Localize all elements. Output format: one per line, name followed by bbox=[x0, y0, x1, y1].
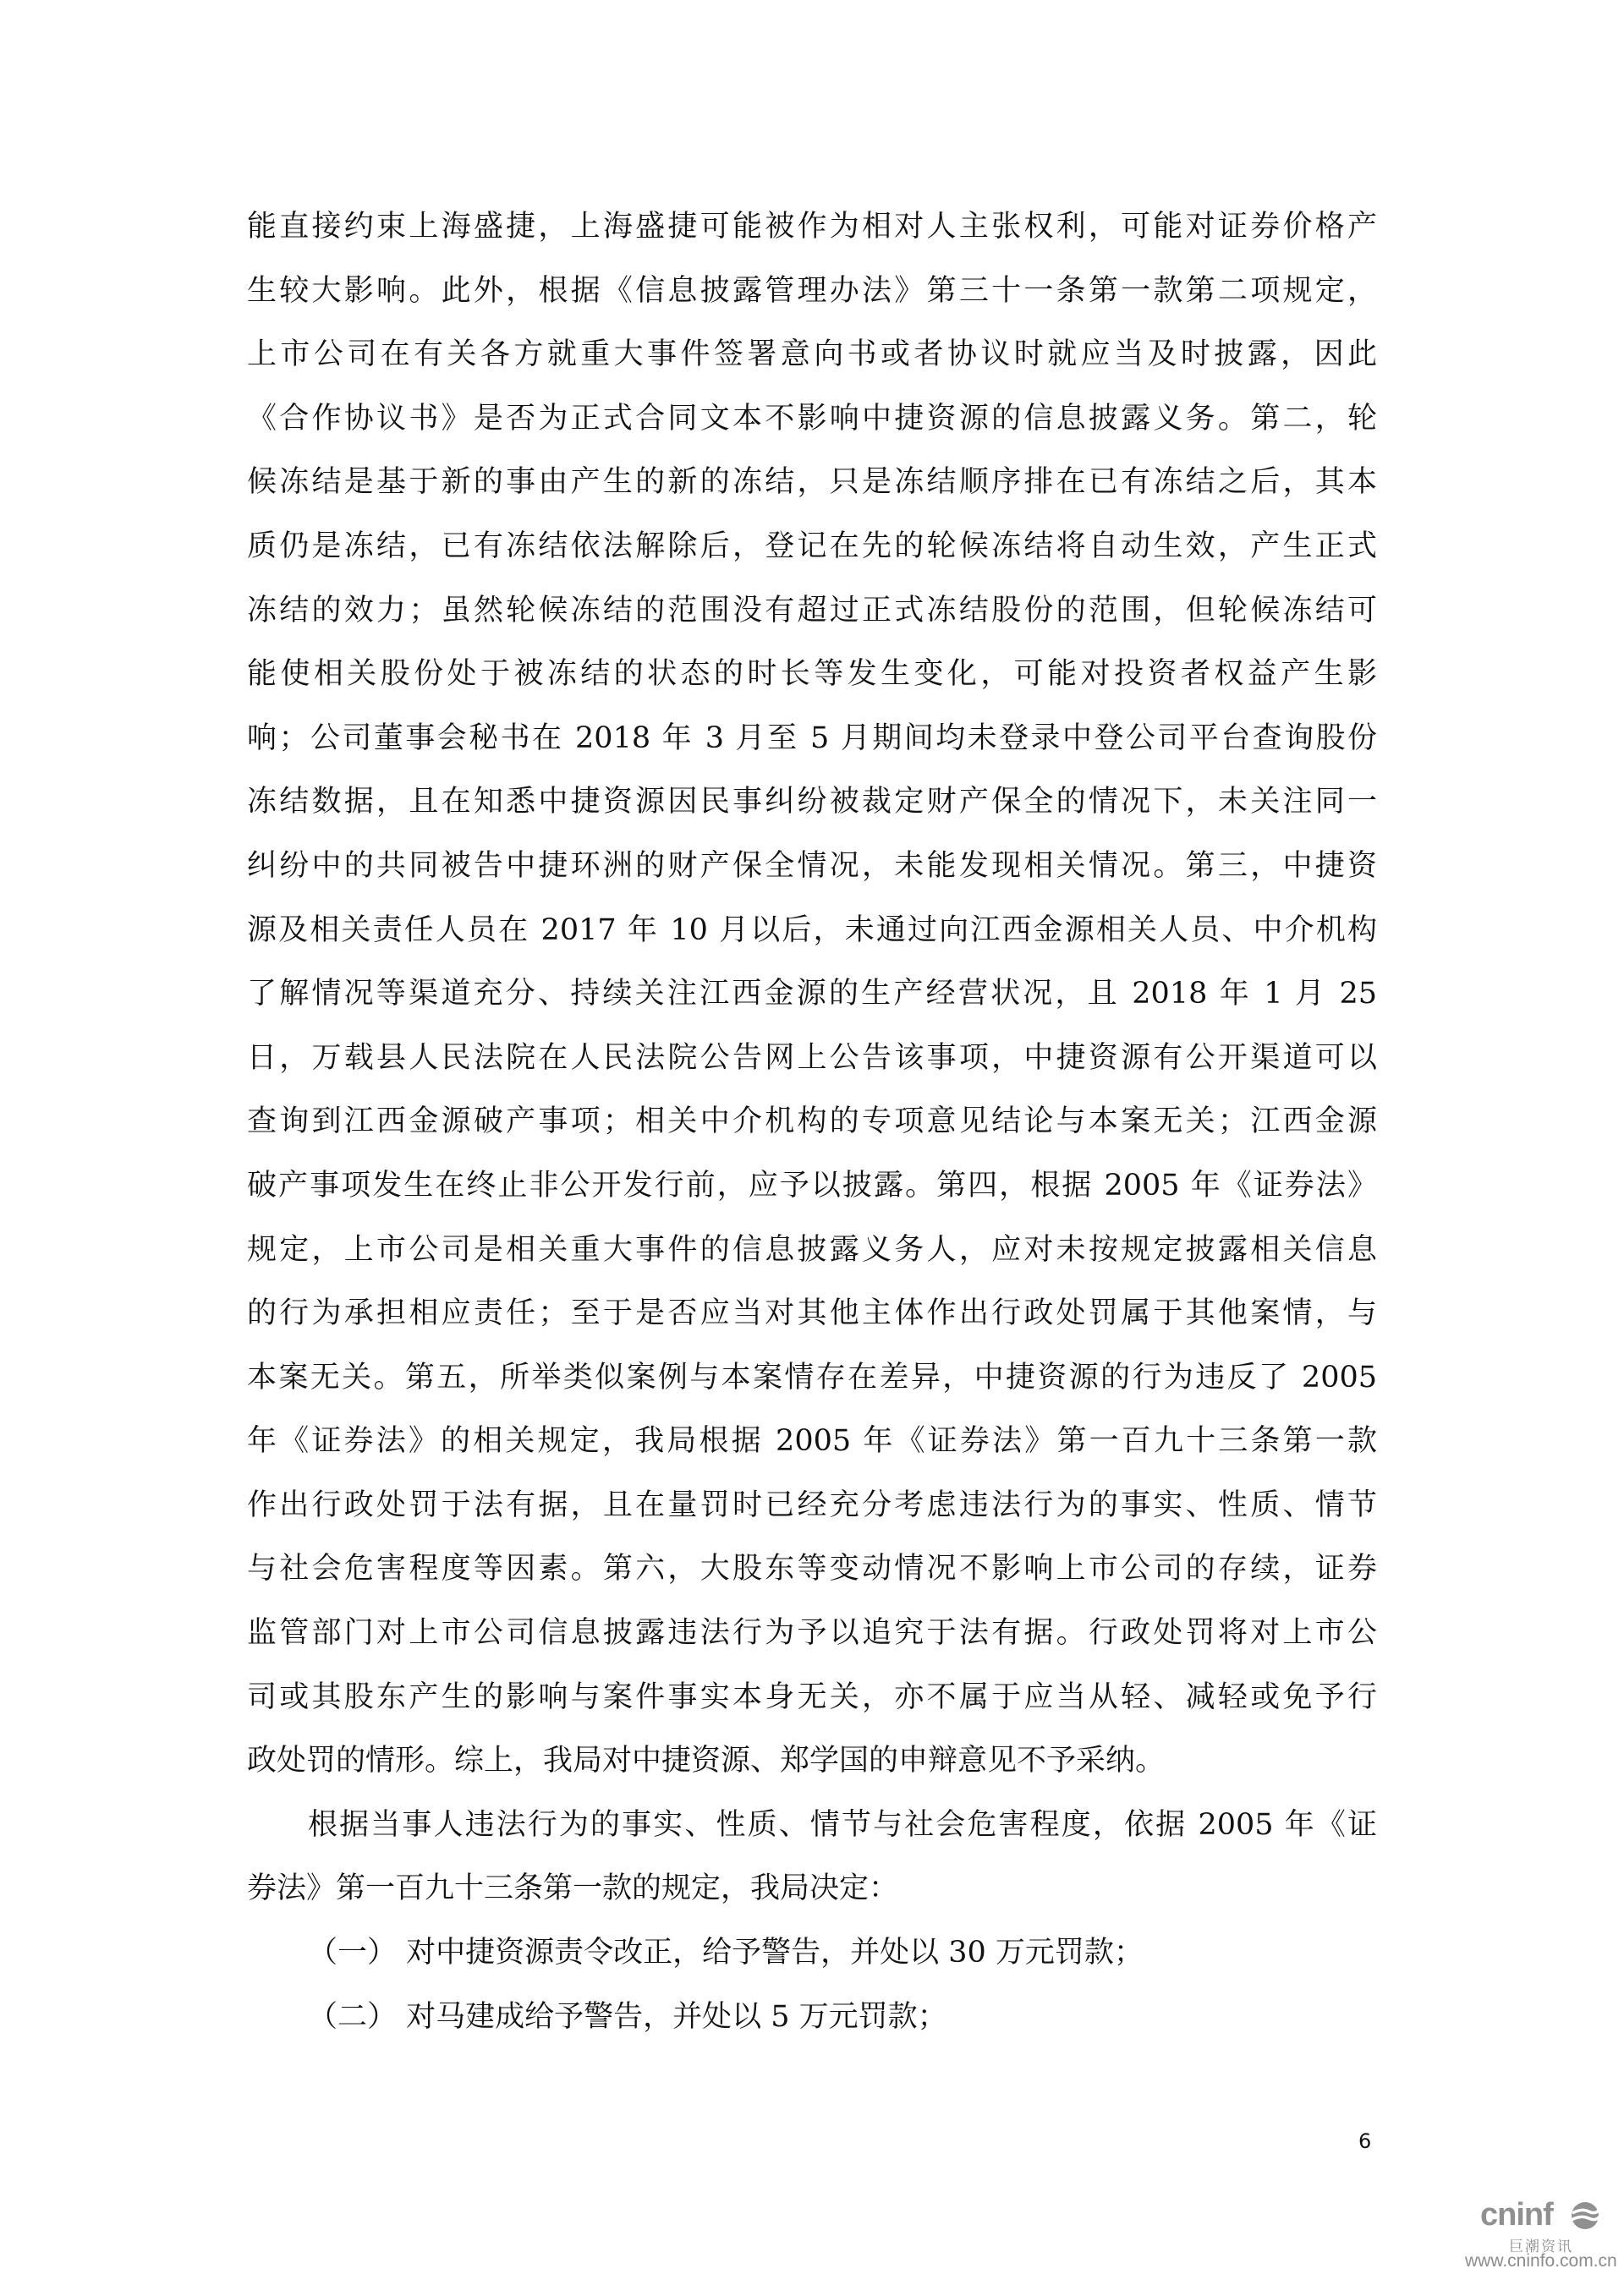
text-line: 生较大影响。此外，根据《信息披露管理办法》第三十一条第一款第二项规定， bbox=[247, 273, 1377, 308]
paragraph-decision-basis bbox=[247, 1808, 1377, 1936]
page-number: 6 bbox=[1358, 2129, 1372, 2153]
text-line: 监管部门对上市公司信息披露违法行为予以追究于法有据。行政处罚将对上市公 bbox=[247, 1616, 1377, 1651]
logo-url: www.cninfo.com.cn bbox=[1465, 2251, 1617, 2271]
cninfo-swirl-icon bbox=[1570, 2200, 1600, 2231]
text-line: 券法》第一百九十三条第一款的规定，我局决定： bbox=[247, 1871, 899, 1906]
text-line: 作出行政处罚于法有据，且在量罚时已经充分考虑违法行为的事实、性质、情节 bbox=[247, 1488, 1377, 1522]
text-line: 本案无关。第五，所举类似案例与本案情存在差异，中捷资源的行为违反了 2005 bbox=[247, 1360, 1377, 1395]
text-line: 上市公司在有关各方就重大事件签署意向书或者协议时就应当及时披露，因此 bbox=[247, 337, 1377, 372]
text-line: 纠纷中的共同被告中捷环洲的财产保全情况，未能发现相关情况。第三，中捷资 bbox=[247, 848, 1377, 883]
text-line: 《合作协议书》是否为正式合同文本不影响中捷资源的信息披露义务。第二，轮 bbox=[247, 401, 1377, 436]
logo-chinese-name: 巨潮资讯 bbox=[1509, 2238, 1573, 2255]
text-line: 响；公司董事会秘书在 2018 年 3 月至 5 月期间均未登录中登公司平台查询股份 bbox=[247, 721, 1377, 755]
text-line: 与社会危害程度等因素。第六，大股东等变动情况不影响上市公司的存续，证券 bbox=[247, 1552, 1377, 1586]
cninfo-watermark-logo bbox=[1462, 2197, 1622, 2275]
text-line: 冻结的效力；虽然轮候冻结的范围没有超过正式冻结股份的范围，但轮候冻结可 bbox=[247, 593, 1377, 627]
text-line: 了解情况等渠道充分、持续关注江西金源的生产经营状况，且 2018 年 1 月 25 bbox=[247, 977, 1377, 1011]
text-line: 政处罚的情形。综上，我局对中捷资源、郑学国的申辩意见不予采纳。 bbox=[247, 1744, 1166, 1778]
text-line: 破产事项发生在终止非公开发行前，应予以披露。第四，根据 2005 年《证券法》 bbox=[247, 1168, 1377, 1203]
text-line: 质仍是冻结，已有冻结依法解除后，登记在先的轮候冻结将自动生效，产生正式 bbox=[247, 529, 1377, 563]
text-line: 能直接约束上海盛捷，上海盛捷可能被作为相对人主张权利，可能对证券价格产 bbox=[247, 210, 1377, 244]
text-line: 根据当事人违法行为的事实、性质、情节与社会危害程度，依据 2005 年《证 bbox=[308, 1807, 1377, 1842]
logo-wordmark: cninf bbox=[1480, 2197, 1553, 2233]
decision-item: （二） 对马建成给予警告，并处以 5 万元罚款； bbox=[308, 1999, 947, 2034]
text-line: 日，万载县人民法院在人民法院公告网上公告该事项，中捷资源有公开渠道可以 bbox=[247, 1040, 1377, 1075]
text-line: 查询到江西金源破产事项；相关中介机构的专项意见结论与本案无关；江西金源 bbox=[247, 1104, 1377, 1139]
decision-item: （一） 对中捷资源责令改正，给予警告，并处以 30 万元罚款； bbox=[308, 1936, 1144, 1970]
paragraph-rebuttal-response bbox=[247, 210, 1377, 1808]
text-line: 源及相关责任人员在 2017 年 10 月以后，未通过向江西金源相关人员、中介机构 bbox=[247, 912, 1377, 947]
text-line: 司或其股东产生的影响与案件事实本身无关，亦不属于应当从轻、减轻或免予行 bbox=[247, 1680, 1377, 1714]
text-line: 冻结数据，且在知悉中捷资源因民事纠纷被裁定财产保全的情况下，未关注同一 bbox=[247, 785, 1377, 819]
text-line: 规定，上市公司是相关重大事件的信息披露义务人，应对未按规定披露相关信息 bbox=[247, 1232, 1377, 1267]
text-line: 年《证券法》的相关规定，我局根据 2005 年《证券法》第一百九十三条第一款 bbox=[247, 1424, 1377, 1459]
text-line: 能使相关股份处于被冻结的状态的时长等发生变化，可能对投资者权益产生影 bbox=[247, 657, 1377, 692]
text-line: 的行为承担相应责任；至于是否应当对其他主体作出行政处罚属于其他案情，与 bbox=[247, 1296, 1377, 1331]
document-body bbox=[247, 210, 1377, 2063]
text-line: 候冻结是基于新的事由产生的新的冻结，只是冻结顺序排在已有冻结之后，其本 bbox=[247, 465, 1377, 500]
decision-list bbox=[247, 1936, 1377, 2063]
